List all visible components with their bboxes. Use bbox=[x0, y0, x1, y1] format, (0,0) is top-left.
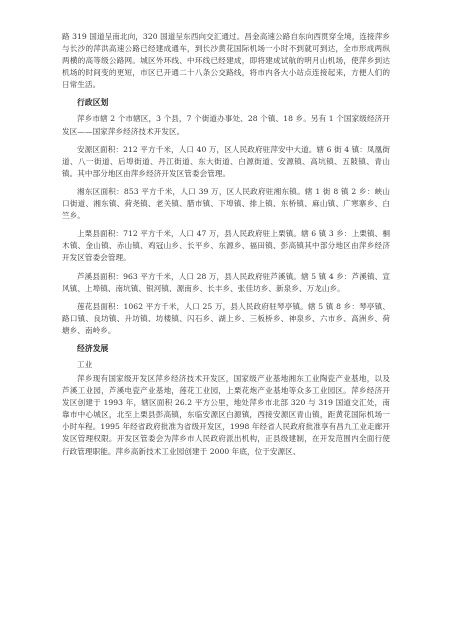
admin-overview-paragraph: 萍乡市辖 2 个市辖区，3 个县，7 个街道办事处、28 个镇、18 乡。另有 1 个国家级经济开发区——国家萍乡经济技术开发区。 bbox=[62, 114, 390, 136]
county-paragraph-luxi: 芦溪县面积：963 平方千米，人口 28 万，县人民政府驻芦溪镇。辖 5 镇 4 乡：芦溪镇、宣风镇、上埠镇、南坑镇、银河镇、源南乡、长丰乡、张佳坊乡、新泉乡、万龙山乡。 bbox=[62, 271, 390, 293]
industry-paragraph: 萍乡现有国家级开发区萍乡经济技术开发区，国家级产业基地湘东工业陶瓷产业基地，以及芦溪工业园，芦溪电瓷产业基地，莲花工业园，上栗花炮产业基地等众多工业园区。萍乡经济开发区创建于 1993 年，辖区面积 26.2 平方公里，地处萍乡市北部 320 与 319 国道交汇处，南靠市中心城区，北至上栗县彭高镇，东临安源区白源镇，西接安源区青山镇，距黄花国际机场一小时车程。1995 年经省政府批准为省级开发区，1998 年经省人民政府批准享有昌九工业走廊开发区管理权限。开发区管委会为萍乡市人民政府派出机构，正县级建制，在开发范围内全面行使行政管理职能。萍乡高新技术工业园创建于 2000 年底，位于安源区、 bbox=[62, 373, 390, 456]
county-paragraph-lianhua: 莲花县面积：1062 平方千米，人口 25 万，县人民政府驻琴亭镇。辖 5 镇 8 乡：琴亭镇、路口镇、良坊镇、升坊镇、坊楼镇、闪石乡、湖上乡、三板桥乡、神泉乡、六市乡、高洲乡、荷塘乡、南岭乡。 bbox=[62, 301, 390, 335]
section-heading-economy: 经济发展 bbox=[77, 343, 109, 353]
document-body bbox=[62, 31, 390, 458]
intro-paragraph: 路 319 国道呈南北向，320 国道呈东西向交汇通过。昌金高速公路自东向西贯穿全境，连接萍乡与长沙的萍洪高速公路已经建成通车，到长沙黄花国际机场一小时不到就可到达，全市形成两纵两横的高等级公路网。城区外环线、中环线已经建成，即将建成试航的明月山机场，使萍乡到达机场的时间变的更短，市区已开通二十八条公交路线，将市内各大小站点连接起来，方便人们的日常生活。 bbox=[62, 32, 390, 90]
subheading-industry: 工业 bbox=[77, 359, 93, 369]
district-paragraph-anyuan: 安源区面积：212 平方千米，人口 40 万，区人民政府驻萍安中大道。辖 6 街 4 镇：凤凰街道、八一街道、后埠街道、丹江街道、东大街道、白源街道、安源镇、高坑镇、五陂镇、青山镇。其中部分地区由萍乡经济开发区管委会管理。 bbox=[62, 144, 390, 178]
section-heading-admin: 行政区划 bbox=[77, 98, 109, 108]
district-paragraph-xiangdong: 湘东区面积：853 平方千米，人口 39 万，区人民政府驻湘东镇。辖 1 街 8 镇 2 乡：峡山口街道、湘东镇、荷尧镇、老关镇、腊市镇、下埠镇、排上镇、东桥镇、麻山镇、广寒寨乡、白竺乡。 bbox=[62, 186, 390, 221]
county-paragraph-shangli: 上栗县面积：712 平方千米，人口 47 万，县人民政府驻上栗镇。辖 6 镇 3 乡：上栗镇、桐木镇、金山镇、赤山镇、鸡冠山乡、长平乡、东源乡、福田镇、彭高镇其中部分地区由萍乡经济开发区管委会管理。 bbox=[62, 229, 390, 263]
